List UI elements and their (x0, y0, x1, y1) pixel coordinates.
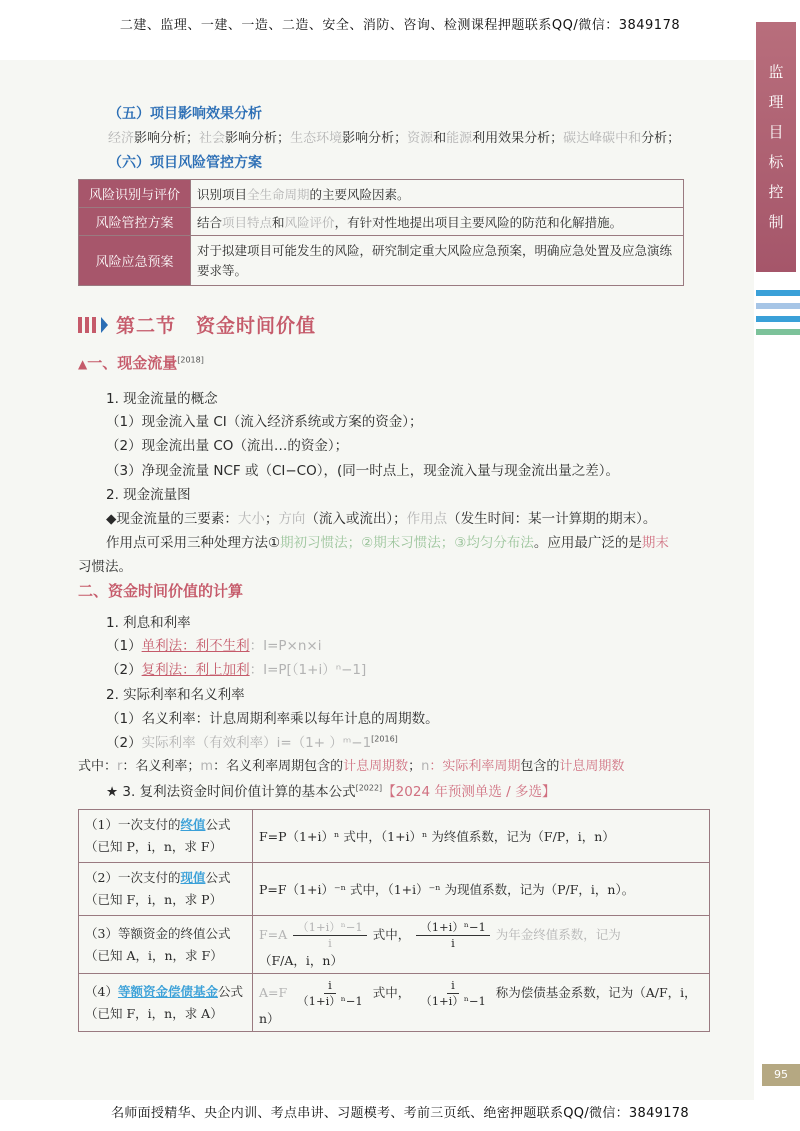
subsection-6-title: （六）项目风险管控方案 (108, 155, 262, 171)
decorative-stripes (756, 290, 800, 342)
table-row (79, 180, 684, 208)
cashflow-line: 习惯法。 (78, 559, 132, 575)
formula-body: F=A $\frac{\text{（1+i）ⁿ−1}}{i}$ 式中， $\frac{\text{（1+i）ⁿ−1}}{i}$ 为年金终值系数，记为（F/A，i，n） (253, 916, 710, 974)
risk-label: 风险应急预案 (79, 236, 191, 286)
formula-body: P=F（1+i）⁻ⁿ 式中，（1+i）⁻ⁿ 为现值系数，记为（P/F，i，n）。 (253, 863, 710, 916)
risk-table (78, 179, 684, 286)
subsection-5-title: （五）项目影响效果分析 (108, 106, 262, 122)
top-banner: 二建、监理、一建、一造、二造、安全、消防、咨询、检测课程押题联系QQ/微信：3849178 (119, 18, 681, 33)
section-bars-icon (78, 317, 108, 333)
cashflow-line: 2. 现金流量图 (106, 487, 191, 503)
table-row (79, 236, 684, 286)
formula-name: （2）一次支付的现值公式（已知 F，i，n，求 P） (79, 863, 253, 916)
formula-body: F=P（1+i）ⁿ 式中，（1+i）ⁿ 为终值系数，记为（F/P，i，n） (253, 810, 710, 863)
calc-line: 1. 利息和利率 (106, 615, 191, 631)
heading-cashflow: ▲一、现金流量[2018] (78, 354, 204, 372)
calc-line: ★ 3. 复利法资金时间价值计算的基本公式[2022]【2024 年预测单选 / 多选】 (106, 783, 556, 800)
formula-body: A=F $\frac{i}{\text{（1+i）ⁿ−1}}$ 式中， $\frac{i}{\text{（1+i）ⁿ−1}}$ 称为偿债基金系数，记为（A/F，i，n） (253, 974, 710, 1032)
formula-table (78, 809, 710, 1032)
cashflow-line: ◆现金流量的三要素：大小；方向（流入或流出）；作用点（发生时间：某一计算期的期末）。 (106, 511, 657, 527)
side-tab-char: 标 (768, 153, 784, 171)
bottom-banner: 名师面授精华、央企内训、考点串讲、习题模考、考前三页纸、绝密押题联系QQ/微信：3849178 (111, 1106, 689, 1121)
table-row (79, 863, 710, 916)
section5-line: 经济影响分析；社会影响分析；生态环境影响分析；资源和能源利用效果分析；碳达峰碳中和分析； (108, 131, 681, 146)
side-chapter-tab (756, 22, 796, 272)
page-number: 95 (762, 1064, 800, 1086)
cashflow-line: 作用点可采用三种处理方法①期初习惯法；②期末习惯法；③均匀分布法。应用最广泛的是期末 (106, 535, 669, 551)
side-tab-char: 理 (768, 93, 784, 111)
calc-line: （1）名义利率：计息周期利率乘以每年计息的周期数。 (106, 711, 439, 727)
calc-line: （2）复利法：利上加利：I=P[（1+i）ⁿ−1] (106, 662, 367, 678)
risk-label: 风险识别与评价 (79, 180, 191, 208)
risk-desc: 结合项目特点和风险评价，有针对性地提出项目主要风险的防范和化解措施。 (191, 208, 684, 236)
calc-line: 式中：r：名义利率；m：名义利率周期包含的计息周期数；n：实际利率周期包含的计息周期数 (78, 759, 625, 774)
formula-name: （1）一次支付的终值公式（已知 P，i，n，求 F） (79, 810, 253, 863)
section-title: 第二节 资金时间价值 (78, 311, 316, 338)
formula-name: （3）等额资金的终值公式（已知 A，i，n，求 F） (79, 916, 253, 974)
risk-desc: 识别项目全生命周期的主要风险因素。 (191, 180, 684, 208)
triangle-icon: ▲ (78, 357, 88, 371)
side-tab-char: 控 (768, 183, 784, 201)
risk-desc: 对于拟建项目可能发生的风险，研究制定重大风险应急预案，明确应急处置及应急演练要求等。 (191, 236, 684, 286)
calc-line: 2. 实际利率和名义利率 (106, 687, 245, 703)
cashflow-line: （2）现金流出量 CO（流出…的资金）； (106, 438, 349, 454)
calc-line: （2）实际利率（有效利率）i=（1+ ）ᵐ−1[2016] (106, 734, 398, 751)
cashflow-line: （3）净现金流量 NCF 或（CI−CO），(同一时点上，现金流入量与现金流出量之差）。 (106, 463, 619, 479)
cashflow-line: （1）现金流入量 CI（流入经济系统或方案的资金）； (106, 414, 423, 430)
side-tab-char: 目 (768, 123, 784, 141)
table-row (79, 916, 710, 974)
table-row (79, 810, 710, 863)
side-tab-char: 制 (768, 213, 784, 231)
formula-name: （4）等额资金偿债基金公式（已知 F，i，n，求 A） (79, 974, 253, 1032)
risk-label: 风险管控方案 (79, 208, 191, 236)
table-row (79, 208, 684, 236)
side-tab-char: 监 (768, 63, 784, 81)
calc-line: （1）单利法：利不生利：I=P×n×i (106, 638, 322, 654)
table-row (79, 974, 710, 1032)
cashflow-line: 1. 现金流量的概念 (106, 391, 218, 407)
heading-calc: 二、资金时间价值的计算 (78, 582, 244, 600)
